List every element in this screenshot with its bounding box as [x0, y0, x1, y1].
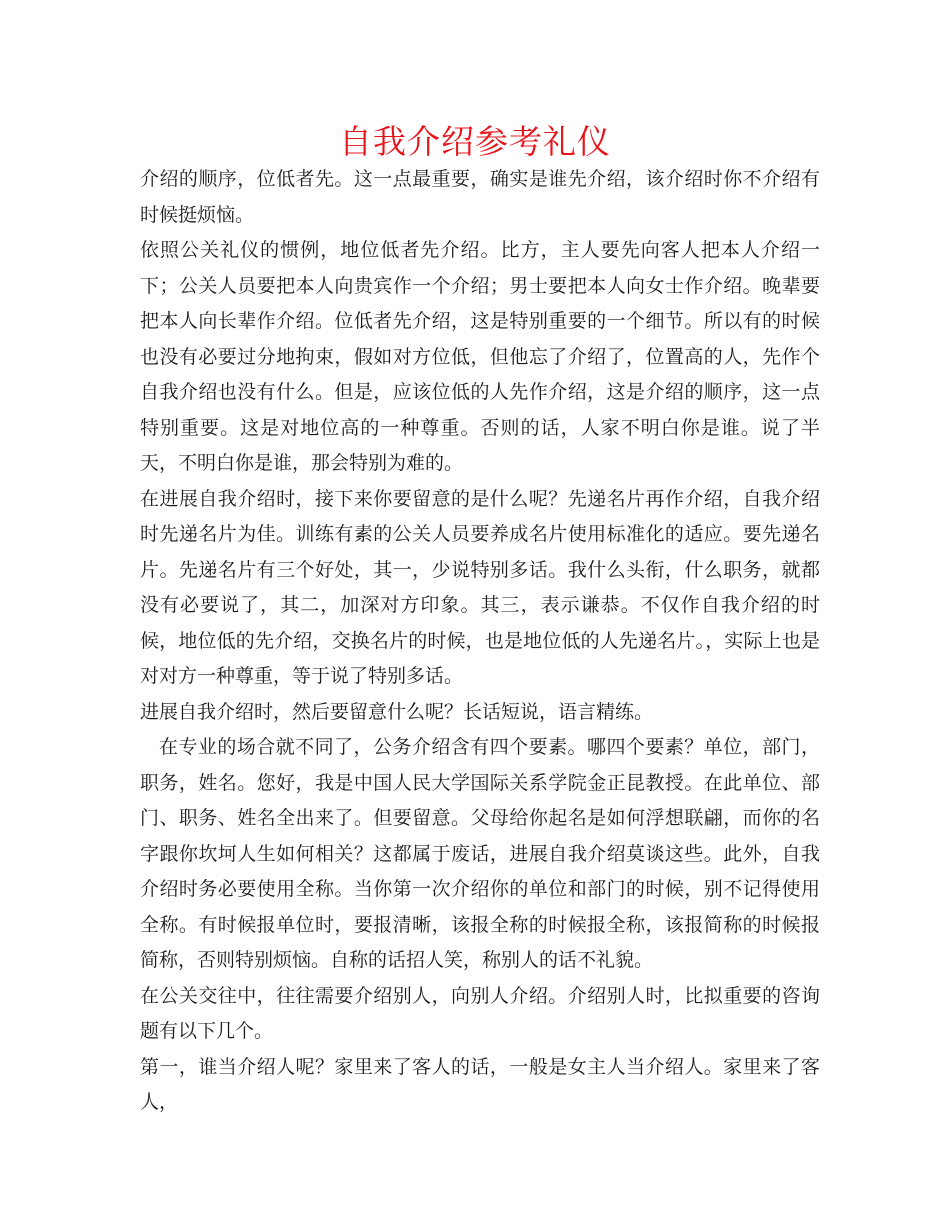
- paragraph-introduction-order: 介绍的顺序，位低者先。这一点最重要，确实是谁先介绍，该介绍时你不介绍有时候挺烦恼。: [140, 168, 820, 226]
- paragraph-introducing-others: 在公关交往中，往往需要介绍别人，向别人介绍。介绍别人时，比拟重要的咨询题有以下几个。: [140, 984, 820, 1042]
- document-body: [140, 162, 820, 1121]
- paragraph-four-elements: 在专业的场合就不同了，公务介绍含有四个要素。哪四个要素？单位，部门，职务，姓名。您好，我是中国人民大学国际关系学院金正昆教授。在此单位、部门、职务、姓名全出来了。但要留意。父母给你起名是如何浮想联翩，而你的名字跟你坎坷人生如何相关？这都属于废话，进展自我介绍莫谈这些。此外，自我介绍时务必要使用全称。当你第一次介绍你的单位和部门的时候，别不记得使用全称。有时候报单位时，要报清晰，该报全称的时候报全称，该报简称的时候报简称，否则特别烦恼。自称的话招人笑，称别人的话不礼貌。: [140, 736, 820, 971]
- paragraph-brevity: 进展自我介绍时，然后要留意什么呢？长话短说，语言精练。: [140, 700, 654, 723]
- paragraph-business-card: 在进展自我介绍时，接下来你要留意的是什么呢？先递名片再作介绍，自我介绍时先递名片为佳。训练有素的公关人员要养成名片使用标准化的适应。要先递名片。先递名片有三个好处，其一，少说特别多话。我什么头衔，什么职务，就都没有必要说了，其二，加深对方印象。其三，表示谦恭。不仅作自我介绍的时候，地位低的先介绍，交换名片的时候，也是地位低的人先递名片。，实际上也是对对方一种尊重，等于说了特别多话。: [140, 487, 820, 687]
- paragraph-low-status-first: 依照公关礼仪的惯例，地位低者先介绍。比方，主人要先向客人把本人介绍一下；公关人员要把本人向贵宾作一个介绍；男士要把本人向女士作介绍。晚辈要把本人向长辈作介绍。位低者先介绍，这是特别重要的一个细节。所以有的时候也没有必要过分地拘束，假如对方位低，但他忘了介绍了，位置高的人，先作个自我介绍也没有什么。但是，应该位低的人先作介绍，这是介绍的顺序，这一点特别重要。这是对地位高的一种尊重。否则的话，人家不明白你是谁。说了半天，不明白你是谁，那会特别为难的。: [140, 239, 820, 474]
- document-title: 自我介绍参考礼仪: [339, 122, 611, 161]
- paragraph-who-introduces: 第一，谁当介绍人呢？家里来了客人的话，一般是女主人当介绍人。家里来了客人，: [140, 1055, 820, 1113]
